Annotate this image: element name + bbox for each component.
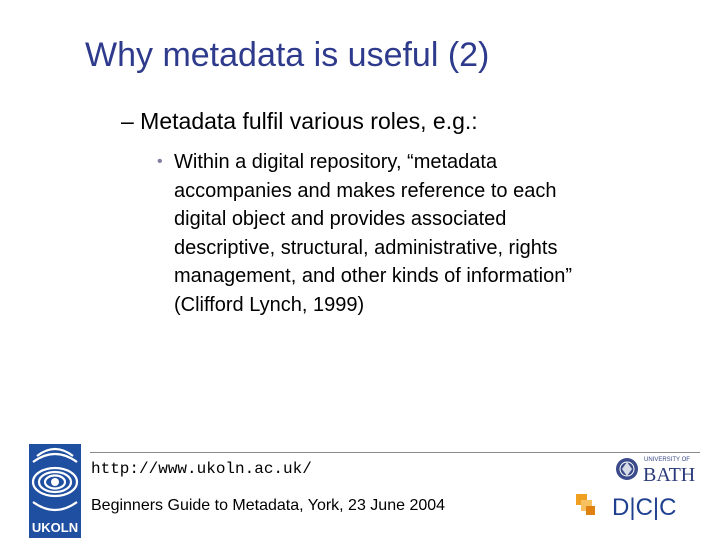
level2-point bbox=[157, 148, 677, 319]
quote-line: management, and other kinds of information” bbox=[174, 265, 572, 287]
quote-line: accompanies and makes reference to each bbox=[174, 179, 557, 202]
slide-title: Why metadata is useful (2) bbox=[85, 36, 490, 74]
ukoln-logo-text: UKOLN bbox=[31, 520, 79, 535]
footer-event: Beginners Guide to Metadata, York, 23 June 2004 bbox=[91, 497, 446, 514]
footer-divider bbox=[90, 452, 700, 453]
bath-logo bbox=[614, 452, 700, 486]
quote-line: descriptive, structural, administrative, rights bbox=[174, 236, 558, 259]
quote-line: Within a digital repository, “metadata bbox=[174, 151, 498, 173]
bath-logo-small-text: UNIVERSITY OF bbox=[644, 457, 690, 463]
quote-line: digital object and provides associated bbox=[174, 208, 507, 230]
level1-point: – Metadata fulfil various roles, e.g.: bbox=[121, 108, 478, 134]
footer-url: http://www.ukoln.ac.uk/ bbox=[91, 460, 312, 478]
dcc-logo bbox=[572, 488, 700, 522]
ukoln-logo bbox=[29, 444, 81, 538]
quote-line: (Clifford Lynch, 1999) bbox=[174, 293, 365, 316]
dcc-logo-text: D|C|C bbox=[612, 494, 677, 521]
bath-logo-text: BATH bbox=[643, 464, 696, 486]
bullet-icon: • bbox=[157, 153, 163, 170]
